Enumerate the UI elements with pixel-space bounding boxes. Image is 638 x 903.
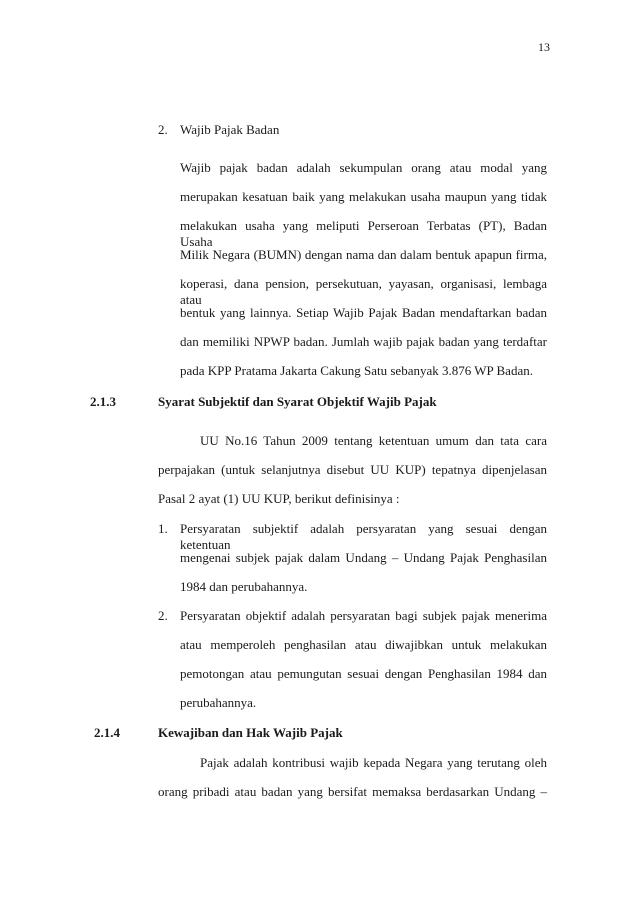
paragraph-line: pada KPP Pratama Jakarta Cakung Satu sebanyak 3.876 WP Badan. [180,363,533,378]
paragraph-line: dan memiliki NPWP badan. Jumlah wajib pajak badan yang terdaftar [180,334,547,349]
paragraph-line: merupakan kesatuan baik yang melakukan usaha maupun yang tidak [180,189,547,204]
paragraph-line: melakukan usaha yang meliputi Perseroan Terbatas (PT), Badan Usaha [180,218,547,249]
list-item-line: atau memperoleh penghasilan atau diwajibkan untuk melakukan [180,637,547,652]
item-heading: Wajib Pajak Badan [180,122,280,137]
paragraph-line: Wajib pajak badan adalah sekumpulan orang atau modal yang [180,160,547,175]
section-number: 2.1.3 [90,394,116,409]
paragraph-line: Pajak adalah kontribusi wajib kepada Negara yang terutang oleh [200,755,547,770]
list-marker: 2. [158,122,168,137]
list-marker: 2. [158,608,168,623]
list-item-line: Persyaratan subjektif adalah persyaratan yang sesuai dengan ketentuan [180,521,547,552]
paragraph-line: koperasi, dana pension, persekutuan, yayasan, organisasi, lembaga atau [180,276,547,307]
paragraph-line: perpajakan (untuk selanjutnya disebut UU KUP) tepatnya dipenjelasan [158,462,547,477]
section-number: 2.1.4 [94,725,120,740]
page-number: 13 [538,40,550,54]
list-item-line: perubahannya. [180,695,257,710]
list-item-line: pemotongan atau pemungutan sesuai dengan Penghasilan 1984 dan [180,666,547,681]
list-item-line: 1984 dan perubahannya. [180,579,308,594]
section-title: Syarat Subjektif dan Syarat Objektif Wajib Pajak [158,394,437,409]
paragraph-line: orang pribadi atau badan yang bersifat memaksa berdasarkan Undang – [158,784,547,799]
list-item-line: Persyaratan objektif adalah persyaratan bagi subjek pajak menerima [180,608,547,623]
paragraph-line: Pasal 2 ayat (1) UU KUP, berikut definisinya : [158,491,400,506]
paragraph-line: Milik Negara (BUMN) dengan nama dan dalam bentuk apapun firma, [180,247,547,262]
paragraph-line: bentuk yang lainnya. Setiap Wajib Pajak Badan mendaftarkan badan [180,305,547,320]
list-item-line: mengenai subjek pajak dalam Undang – Undang Pajak Penghasilan [180,550,547,565]
section-title: Kewajiban dan Hak Wajib Pajak [158,725,343,740]
list-marker: 1. [158,521,168,536]
paragraph-line: UU No.16 Tahun 2009 tentang ketentuan umum dan tata cara [200,433,547,448]
